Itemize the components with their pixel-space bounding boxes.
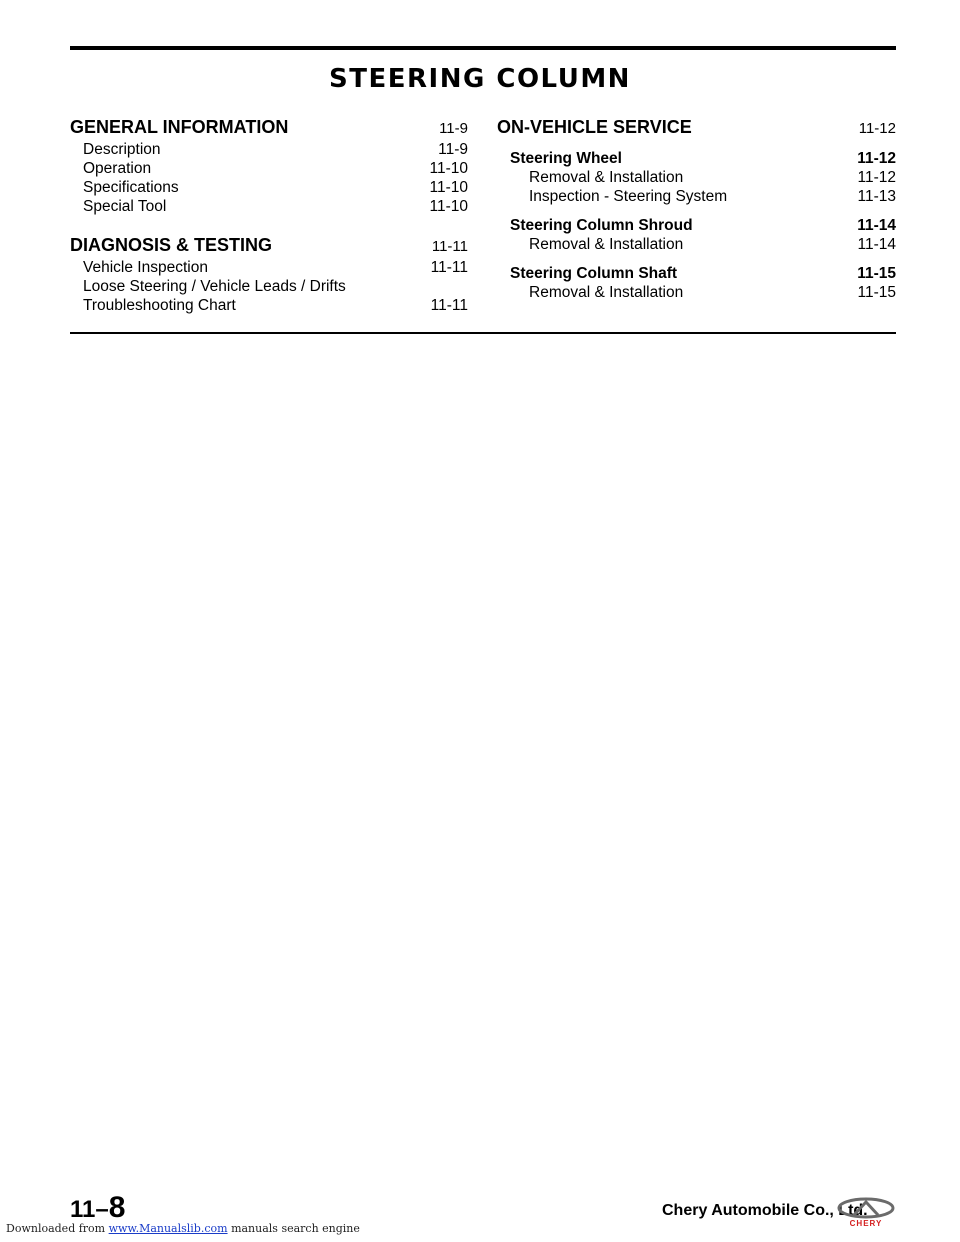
toc-section-general[interactable] <box>70 116 468 140</box>
toc-entry[interactable]: Vehicle Inspection 11-11 <box>83 259 468 276</box>
section-divider <box>70 332 896 334</box>
toc-left-column <box>70 116 468 315</box>
download-notice: Downloaded from www.Manualslib.com manuals search engine <box>6 1222 360 1235</box>
toc-heading: GENERAL INFORMATION <box>70 117 289 137</box>
company-name: Chery Automobile Co., Ltd. <box>662 1202 868 1219</box>
toc-entry[interactable]: Loose Steering / Vehicle Leads / Drifts <box>83 278 346 295</box>
toc-section-diagnosis[interactable] <box>70 234 468 258</box>
toc-page: 11-12 <box>858 120 896 137</box>
toc-entry[interactable]: Removal & Installation 11-14 <box>529 236 896 253</box>
toc-page: 11-11 <box>431 238 468 255</box>
toc-section-on-vehicle-service[interactable] <box>497 116 896 140</box>
toc-entry[interactable]: Removal & Installation 11-15 <box>529 284 896 301</box>
toc-entry[interactable]: Specifications 11-10 <box>83 179 468 196</box>
toc-entry[interactable]: Description 11-9 <box>83 141 468 158</box>
toc-entry[interactable]: Inspection - Steering System 11-13 <box>529 188 896 205</box>
toc-right-column <box>497 116 896 302</box>
toc-subsection-steering-wheel[interactable]: Steering Wheel 11-12 <box>510 150 896 167</box>
toc-subsection-column-shaft[interactable]: Steering Column Shaft 11-15 <box>510 265 896 282</box>
manualslib-link[interactable]: www.Manualslib.com <box>108 1222 228 1235</box>
toc-heading: ON-VEHICLE SERVICE <box>497 117 692 137</box>
page-title: STEERING COLUMN <box>329 64 631 94</box>
toc-entry[interactable]: Operation 11-10 <box>83 160 468 177</box>
chery-logo-icon <box>836 1196 896 1228</box>
toc-heading: DIAGNOSIS & TESTING <box>70 235 273 255</box>
toc-subsection-column-shroud[interactable]: Steering Column Shroud 11-14 <box>510 217 896 234</box>
top-rule <box>70 46 896 50</box>
toc-page: 11-9 <box>439 120 468 137</box>
svg-text:CHERY: CHERY <box>849 1219 883 1228</box>
toc-entry[interactable]: Removal & Installation 11-12 <box>529 169 896 186</box>
page-number: 11–8 <box>70 1191 126 1224</box>
toc-entry[interactable]: Special Tool 11-10 <box>83 198 468 215</box>
toc-entry[interactable]: Troubleshooting Chart 11-11 <box>83 297 468 314</box>
